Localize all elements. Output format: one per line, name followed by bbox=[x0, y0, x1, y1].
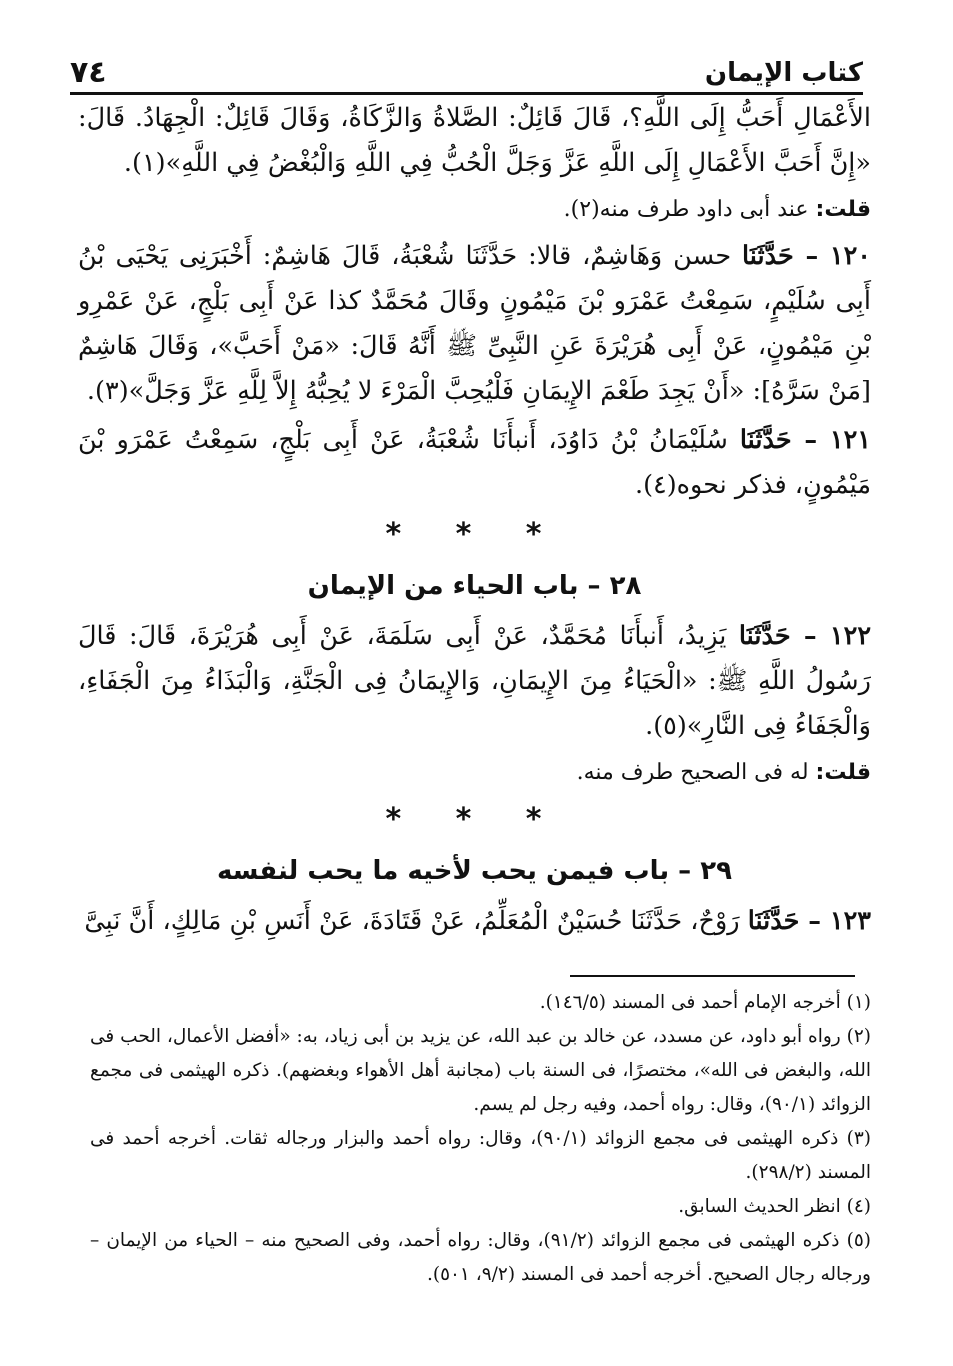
hadith-text: سُلَيْمَانُ بْنُ دَاوُدَ، أَنبأَنَا شُعْبَةُ، عَنْ أَبِى بَلْجٍ، سَمِعْتُ عَمْرَو بْنَ مَيْمُونٍ، فذكر نحوه(٤). bbox=[78, 425, 871, 500]
footnote-3: (٣) ذكره الهيثمى فى مجمع الزوائد (٩٠/١)، وقال: رواه أحمد والبزار ورجاله ثقات. أخرجه أحمد فى المسند (٢٩٨/٢). bbox=[90, 1128, 872, 1183]
hadith-number: ١٢٠ – حَدَّثَنَا bbox=[742, 241, 871, 271]
chapter-heading-29: ٢٩ – باب فيمن يحب لأخيه ما يحب لنفسه bbox=[217, 856, 732, 886]
hadith-123 bbox=[78, 899, 871, 944]
section-separator: * * * bbox=[385, 802, 564, 837]
hadith-text: رَوْحٌ، حَدَّثَنَا حُسَيْنٌ الْمُعَلِّمُ، عَنْ قَتَادَةَ، عَنْ أَنَسِ بْنِ مَالِكٍ، أَنَّ نَبِىَّ bbox=[84, 906, 748, 936]
note-text: عند أبى داود طرف منه(٢). bbox=[563, 197, 816, 222]
note-label: قلت: bbox=[815, 760, 871, 785]
chapter-heading-28: ٢٨ – باب الحياء من الإيمان bbox=[307, 571, 642, 601]
note-text: له فى الصحيح طرف منه. bbox=[576, 760, 816, 785]
note-label: قلت: bbox=[815, 197, 871, 222]
footnote-divider bbox=[570, 975, 855, 977]
page-number: ٧٤ bbox=[70, 55, 107, 90]
hadith-number: ١٢٢ – حَدَّثَنَا bbox=[738, 621, 872, 651]
footnote-2: (٢) رواه أبو داود، عن مسدد، عن خالد بن عبد الله، عن يزيد بن أبى زياد، به: «أفضل الأعمال، الحب فى الله، والبغض فى الله»، مختصرًا، فى السنة باب (مجانبة أهل الأهواء وبغضهم). ذكره الهيثمى فى مجمع الزوائد (٩٠/١)، وقال: رواه أحمد، وفيه رجل لم يسم. bbox=[90, 1026, 871, 1115]
section-separator: * * * bbox=[385, 517, 564, 552]
hadith-text: حسن وَهَاشِمٌ، قالا: حَدَّثَنَا شُعْبَةُ، قَالَ هَاشِمٌ: أَخْبَرَنِى يَحْيَى بْنُ أَبِى سُلَيْمٍ، سَمِعْتُ عَمْرَو بْنَ مَيْمُونٍ وقَالَ مُحَمَّدٌ كذا عَنْ أَبِى بَلْجٍ، عَنْ عَمْرِو بْنِ مَيْمُونٍ، عَنْ أَبِى هُرَيْرَةَ عَنِ النَّبِىِّ ﷺ أَنَّهُ قَالَ: «مَنْ أَحَبَّ»، وَقَالَ هَاشِمٌ [مَنْ سَرَّهُ]: «أَنْ يَجِدَ طَعْمَ الإِيمَانِ فَلْيُحِبَّ الْمَرْءَ لا يُحِبُّهُ إِلاَّ لِلَّهِ عَزَّ وَجَلَّ»(٣). bbox=[78, 241, 871, 406]
main-text bbox=[78, 96, 871, 948]
footnote-4: (٤) انظر الحديث السابق. bbox=[678, 1196, 871, 1217]
hadith-text: يَزِيدُ، أَنبأَنَا مُحَمَّدٌ، عَنْ أَبِى سَلَمَةَ، عَنْ أَبِى هُرَيْرَةَ، قَالَ: قَالَ رَسُولُ اللَّهِ ﷺ: «الْحَيَاءُ مِنَ الإِيمَانِ، وَالإِيمَانُ فِى الْجَنَّةِ، وَالْبَذَاءُ مِنَ الْجَفَاءِ، وَالْجَفَاءُ فِى النَّارِ»(٥). bbox=[78, 621, 871, 741]
page-header bbox=[70, 40, 863, 95]
hadith-121 bbox=[78, 418, 871, 508]
footnotes bbox=[90, 986, 871, 1292]
footnote-5: (٥) ذكره الهيثمى فى مجمع الزوائد (٩١/٢)، وقال: رواه أحمد، وفى الصحيح منه – الحياء من الإيمان – ورجاله رجال الصحيح. أخرجه أحمد فى المسند (٩/٢، ٥٠١). bbox=[90, 1230, 871, 1285]
footnote-1: (١) أخرجه الإمام أحمد فى المسند (١٤٦/٥). bbox=[539, 992, 871, 1013]
scholar-note bbox=[78, 753, 871, 793]
paragraph-continued: الأَعْمَالِ أَحَبُّ إِلَى اللَّهِ؟، قَالَ قَائِلٌ: الصَّلاةُ وَالزَّكَاةُ، وَقَالَ قَائِلٌ: الْجِهَادُ. قَالَ: «إِنَّ أَحَبَّ الأَعْمَالِ إِلَى اللَّهِ عَزَّ وَجَلَّ الْحُبُّ فِي اللَّهِ وَالْبُغْضُ فِي اللَّهِ»(١). bbox=[78, 103, 871, 178]
hadith-122 bbox=[78, 614, 871, 749]
running-title: كتاب الإيمان bbox=[704, 58, 863, 88]
scholar-note bbox=[78, 190, 871, 230]
hadith-number: ١٢١ – حَدَّثَنَا bbox=[739, 425, 871, 455]
hadith-120 bbox=[78, 234, 871, 414]
hadith-number: ١٢٣ – حَدَّثَنَا bbox=[747, 906, 871, 936]
